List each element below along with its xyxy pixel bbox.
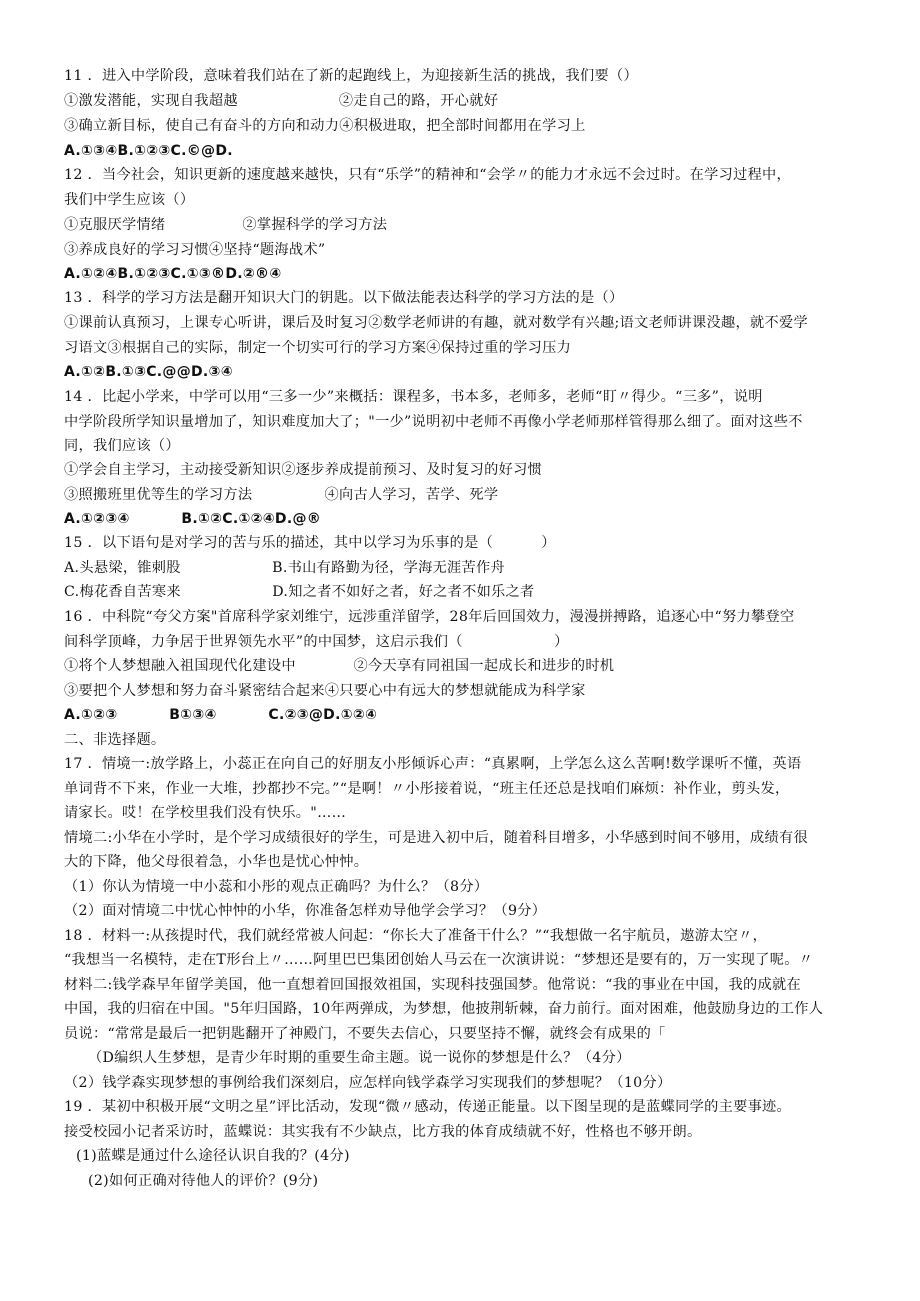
q17-scenario1-b: 单词背不下来，作业一大堆，抄都抄不完。”“是啊！〃小彤接着说，“班主任还总是找咱们麻烦：补作业，剪头发， [64, 781, 790, 797]
q17-scenario1-a: 17 ．情境一:放学路上，小蕊正在向自己的好朋友小彤倾诉心声：“真累啊，上学怎么这么苦啊!数学课听不懂，英语 [64, 756, 802, 772]
q17-scenario2-b: 大的下降，他父母很着急，小华也是忧心忡忡。 [64, 854, 369, 870]
q13-options: A.①②B.①③C.@@D.③④ [64, 364, 233, 380]
q14-items-a: ①学会自主学习，主动接受新知识②逐步养成提前预习、及时复习的好习惯 [64, 462, 543, 478]
q14-options: A.①②③④ B.①②C.①②④D.@® [64, 511, 322, 527]
section-heading: 二、非选择题。 [64, 732, 166, 748]
q16-options: A.①②③ B①③④ C.②③@D.①②④ [64, 707, 378, 723]
q19-stem-a: 19 ．某初中积极开展“文明之星”评比活动，发现“微〃感动，传递正能量。以下图呈现的是蓝蝶同学的主要事迹。 [64, 1099, 792, 1115]
q18-material2-b: 中国，我的归宿在中国。"5年归国路，10年两弹成，为梦想，他披荆斩棘，奋力前行。面对困难，他鼓励身边的工作人 [64, 1001, 824, 1017]
q17-sub1: （1）你认为情境一中小蕊和小彤的观点正确吗？为什么？（8分） [64, 879, 489, 895]
q13-items-a: ①课前认真预习，上课专心听讲，课后及时复习②数学老师讲的有趣，就对数学有兴趣;语文老师讲课没趣，就不爱学 [64, 315, 808, 331]
q12-items-b: ③养成良好的学习习惯④坚持“题海战术” [64, 242, 326, 258]
q19-stem-b: 接受校园小记者采访时，蓝蝶说：其实我有不少缺点，比方我的体育成绩就不好，性格也不够开朗。 [64, 1124, 702, 1140]
q12-stem-cont: 我们中学生应该（） [64, 192, 195, 208]
q15-stem: 15 ．以下语句是对学习的苦与乐的描述，其中以学习为乐事的是（ ） [64, 535, 556, 551]
q14-stem-cont: 中学阶段所学知识量增加了，知识难度加大了；"一少”说明初中老师不再像小学老师那样管得那么细了。面对这些不 [64, 414, 803, 430]
q12-options: A.①②④B.①②③C.①③®D.②®④ [64, 266, 282, 282]
q17-scenario2-a: 情境二:小华在小学时，是个学习成绩很好的学生，可是进入初中后，随着科目增多，小华感到时间不够用，成绩有很 [64, 830, 808, 846]
q19-sub2: (2)如何正确对待他人的评价？(9分) [88, 1173, 319, 1189]
q16-items-a: ①将个人梦想融入祖国现代化建设中 ②今天享有同祖国一起成长和进步的时机 [64, 658, 615, 674]
q13-items-b: 习语文③根据自己的实际，制定一个切实可行的学习方案④保持过重的学习压力 [64, 340, 572, 356]
q18-material2-a: 材料二:钱学森早年留学美国，他一直想着回国报效祖国，实现科技强国梦。他常说：“我的事业在中国，我的成就在 [64, 977, 802, 993]
q17-sub2: （2）面对情境二中忧心忡忡的小华，你准备怎样劝导他学会学习？（9分） [64, 903, 547, 919]
q14-stem: 14 ．比起小学来，中学可以用“三多一少”来概括：课程多，书本多，老师多，老师“盯〃得少。“三多”，说明 [64, 389, 763, 405]
q18-sub2: （2）钱学森实现梦想的事例给我们深刻启，应怎样向钱学森学习实现我们的梦想呢？（10分） [64, 1075, 672, 1091]
q18-material2-c: 员说：“常常是最后一把钥匙翻开了神殿门，不要失去信心，只要坚持不懈，就终会有成果的「 [64, 1026, 666, 1042]
q11-items-b: ③确立新目标，使自己有奋斗的方向和动力④积极进取，把全部时间都用在学习上 [64, 118, 586, 134]
q18-material1-b: “我想当一名模特，走在T形台上〃……阿里巴巴集团创始人马云在一次演讲说：“梦想还是要有的，万一实现了呢。〃 [64, 952, 814, 968]
q11-items-a: ①激发潜能，实现自我超越 ②走自己的路，开心就好 [64, 93, 499, 109]
q18-sub1: （D编织人生梦想，是青少年时期的重要生命主题。说一说你的梦想是什么？（4分） [88, 1050, 631, 1066]
q14-items-b: ③照搬班里优等生的学习方法 ④向古人学习，苦学、死学 [64, 487, 499, 503]
q18-material1-a: 18 ．材料一:从孩提时代，我们就经常被人问起：“你长大了准备干什么？”“我想做一名宇航员，遨游太空〃， [64, 928, 768, 944]
q11-stem: 11 ．进入中学阶段，意味着我们站在了新的起跑线上，为迎接新生活的挑战，我们要（） [64, 68, 638, 84]
q13-stem: 13 ．科学的学习方法是翻开知识大门的钥匙。以下做法能表达科学的学习方法的是（） [64, 290, 624, 306]
q16-stem: 16 ．中科院“夸父方案"首席科学家刘维宁，远涉重洋留学，28年后回国效力，漫漫拼搏路，追逐心中“努力攀登空 [64, 609, 795, 625]
q14-stem-end: 同，我们应该（） [64, 438, 180, 454]
q12-items-a: ①克服厌学情绪 ②掌握科学的学习方法 [64, 217, 388, 233]
q15-options-cd: C.梅花香自苦寒来 D.知之者不如好之者，好之者不如乐之者 [64, 584, 535, 600]
q15-options-ab: A.头悬梁，锥刺股 B.书山有路勤为径，学海无涯苦作舟 [64, 560, 506, 576]
q12-stem: 12 ．当今社会，知识更新的速度越来越快，只有“乐学”的精神和“会学〃的能力才永远不会过时。在学习过程中， [64, 167, 792, 183]
q16-stem-cont: 间科学顶峰，力争居于世界领先水平”的中国梦，这启示我们（ ） [64, 634, 569, 650]
q19-sub1: (1)蓝蝶是通过什么途径认识自我的？(4分) [76, 1148, 350, 1164]
q16-items-b: ③要把个人梦想和努力奋斗紧密结合起来④只要心中有远大的梦想就能成为科学家 [64, 683, 586, 699]
q11-options: A.①③④B.①②③C.©@D. [64, 143, 233, 159]
q17-scenario1-c: 请家长。哎！在学校里我们没有快乐。"…… [64, 805, 347, 821]
